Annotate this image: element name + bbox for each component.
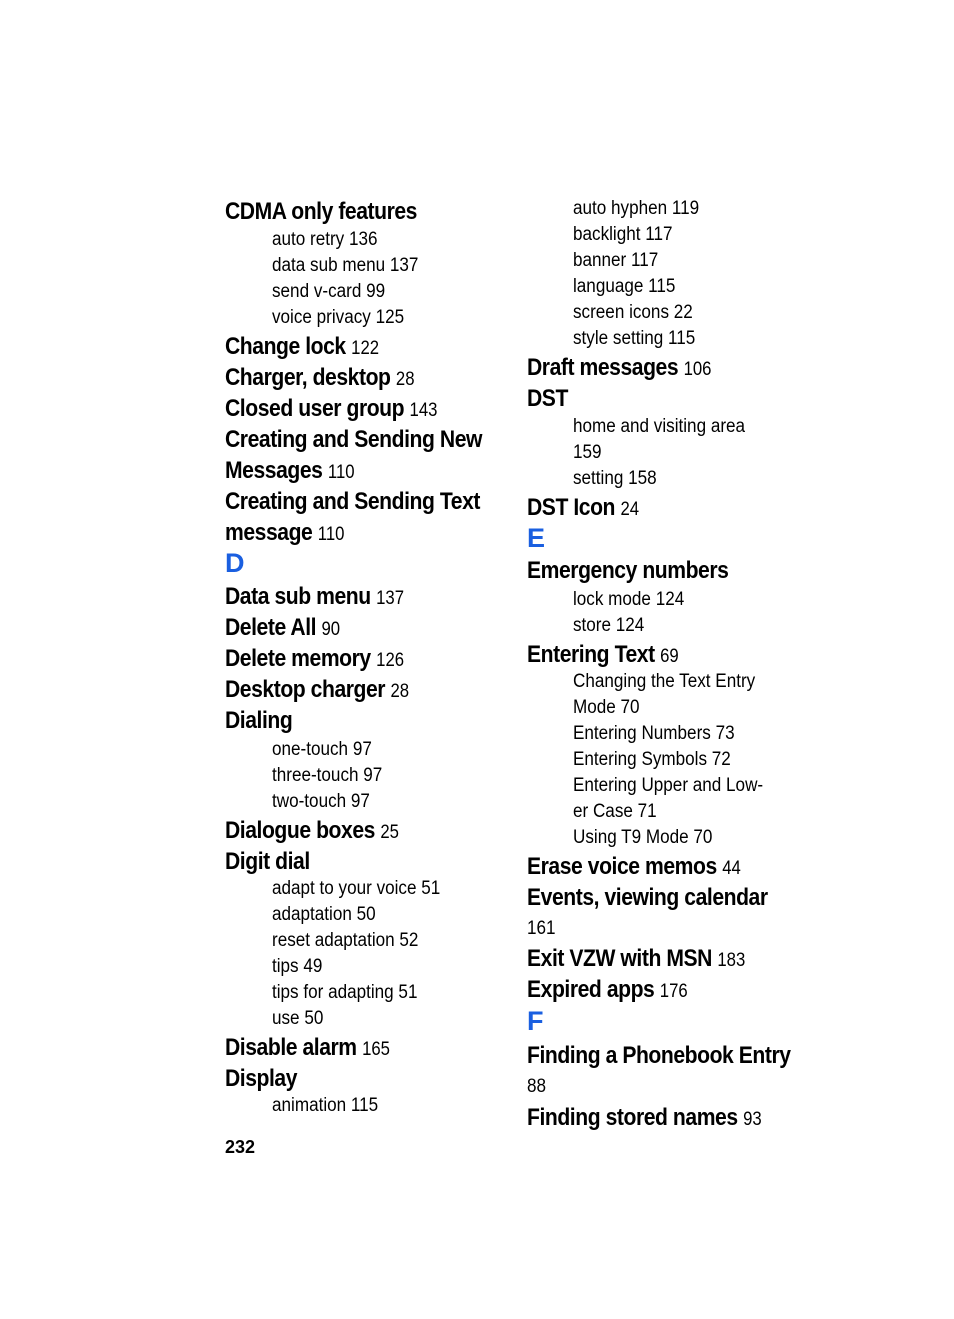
index-term: Data sub menu [225, 583, 371, 610]
index-page-ref: 110 [317, 524, 345, 545]
index-page-ref: 93 [743, 1109, 762, 1130]
index-subentry [573, 613, 644, 639]
index-subentry [573, 440, 602, 466]
index-term: data sub menu [272, 255, 386, 276]
index-term: one-touch [272, 739, 349, 760]
index-page-ref: 124 [655, 589, 685, 610]
index-term: lock mode [573, 589, 651, 610]
index-term: Draft messages [527, 354, 679, 381]
index-term: Creating and Sending New [225, 426, 482, 453]
index-term: auto hyphen [573, 198, 668, 219]
index-page-ref: 137 [389, 255, 419, 276]
index-subentry [573, 747, 731, 773]
index-page-ref: 117 [645, 224, 673, 245]
index-subentry [272, 1093, 378, 1119]
index-term: Finding a Phonebook Entry [527, 1042, 791, 1069]
index-page-ref: 110 [327, 462, 355, 483]
index-entry [225, 424, 482, 455]
index-subentry [272, 928, 418, 954]
index-term: two-touch [272, 791, 347, 812]
index-subentry [272, 763, 382, 789]
index-term: 161 [527, 918, 556, 939]
index-section-letter [225, 548, 245, 579]
index-entry [527, 352, 711, 385]
index-term: Messages [225, 457, 323, 484]
index-term: Changing the Text Entry [573, 671, 756, 692]
index-term: 88 [527, 1076, 547, 1097]
index-term: store [573, 615, 612, 636]
index-entry [225, 581, 404, 614]
index-page-ref: 24 [620, 499, 640, 520]
index-page-ref: 125 [375, 307, 405, 328]
index-page-ref: 183 [717, 950, 746, 971]
index-page-ref: 22 [673, 302, 693, 323]
index-page-ref: 117 [631, 250, 659, 271]
index-term: Expired apps [527, 976, 655, 1003]
index-page-ref: 126 [376, 650, 405, 671]
index-subentry [272, 980, 417, 1006]
index-page-ref: 165 [362, 1039, 390, 1060]
index-page-ref: 73 [715, 723, 735, 744]
index-subentry [272, 305, 404, 331]
index-subentry [527, 916, 556, 942]
index-term: Exit VZW with MSN [527, 945, 712, 972]
index-term: language [573, 276, 644, 297]
index-entry [225, 643, 404, 676]
index-term: adaptation [272, 904, 352, 925]
index-subentry [527, 1074, 546, 1100]
index-subentry [573, 695, 640, 721]
index-page-ref: 44 [722, 858, 741, 879]
index-subentry [272, 954, 322, 980]
index-term: Entering Symbols [573, 749, 708, 770]
index-subentry [272, 1006, 323, 1032]
index-subentry [573, 721, 735, 747]
index-term: Delete memory [225, 645, 371, 672]
index-term: Delete All [225, 614, 317, 641]
index-subentry [573, 587, 684, 613]
index-entry [527, 851, 741, 884]
index-subentry [573, 326, 695, 352]
index-subentry [272, 279, 385, 305]
index-page-ref: 51 [421, 878, 441, 899]
index-term: tips for adapting [272, 982, 394, 1003]
index-page-ref: 119 [671, 198, 700, 219]
index-subentry [573, 466, 657, 492]
index-term: animation [272, 1095, 347, 1116]
index-term: Finding stored names [527, 1104, 738, 1131]
index-page-ref: 70 [620, 697, 640, 718]
index-page-ref: 49 [303, 956, 323, 977]
index-term: Dialogue boxes [225, 817, 375, 844]
index-section-letter [527, 1006, 544, 1037]
index-term: F [527, 1006, 544, 1036]
index-term: DST [527, 385, 568, 412]
index-term: D [225, 548, 245, 578]
index-term: Entering Text [527, 641, 655, 668]
index-subentry [573, 196, 699, 222]
index-page-ref: 72 [711, 749, 731, 770]
index-subentry [573, 300, 693, 326]
index-entry [527, 555, 728, 586]
index-entry [225, 196, 417, 227]
index-term: Display [225, 1065, 298, 1092]
index-page-ref: 143 [409, 400, 438, 421]
index-term: home and visiting area [573, 416, 746, 437]
index-page-ref: 51 [398, 982, 418, 1003]
index-subentry [272, 227, 378, 253]
index-entry [225, 517, 344, 550]
index-subentry [573, 825, 712, 851]
index-term: Using T9 Mode [573, 827, 689, 848]
index-entry [225, 674, 409, 707]
index-term: auto retry [272, 229, 345, 250]
index-page-ref: 71 [637, 801, 657, 822]
index-page-ref: 97 [363, 765, 383, 786]
index-subentry [272, 737, 372, 763]
index-entry [527, 943, 745, 976]
index-page-ref: 90 [321, 619, 341, 640]
index-entry [527, 492, 639, 525]
index-term: er Case [573, 801, 633, 822]
index-term: banner [573, 250, 627, 271]
index-subentry [573, 248, 658, 274]
index-term: Mode [573, 697, 616, 718]
index-term: reset adaptation [272, 930, 395, 951]
index-term: style setting [573, 328, 664, 349]
index-entry [225, 486, 480, 517]
index-entry [225, 1032, 390, 1065]
index-term: CDMA only features [225, 198, 417, 225]
index-page-ref: 106 [683, 359, 712, 380]
index-term: Desktop charger [225, 676, 386, 703]
index-entry [225, 815, 399, 848]
index-page-ref: 28 [390, 681, 410, 702]
index-page-ref: 97 [350, 791, 370, 812]
index-term: Change lock [225, 333, 346, 360]
index-subentry [272, 253, 418, 279]
page-number: 232 [225, 1137, 256, 1157]
index-entry [225, 362, 415, 395]
index-subentry [573, 414, 745, 440]
index-term: DST Icon [527, 494, 616, 521]
index-page-ref: 115 [668, 328, 696, 349]
index-entry [527, 383, 568, 414]
index-entry [527, 1040, 791, 1071]
index-subentry [272, 902, 376, 928]
index-term: Disable alarm [225, 1034, 357, 1061]
index-term: backlight [573, 224, 641, 245]
index-page-ref: 70 [693, 827, 713, 848]
index-page-ref: 50 [304, 1008, 324, 1029]
index-entry [225, 1063, 297, 1094]
index-term: Closed user group [225, 395, 405, 422]
index-page-ref: 136 [348, 229, 378, 250]
index-page-ref: 176 [659, 981, 688, 1002]
index-section-letter [527, 523, 545, 554]
index-page-ref: 50 [356, 904, 376, 925]
index-term: screen icons [573, 302, 670, 323]
index-entry [527, 882, 768, 913]
index-page-ref: 115 [350, 1095, 379, 1116]
index-entry [225, 612, 340, 645]
index-term: E [527, 523, 546, 553]
index-page-ref: 99 [366, 281, 386, 302]
index-entry [225, 705, 292, 736]
index-term: Emergency numbers [527, 557, 729, 584]
index-subentry [272, 876, 440, 902]
index-term: Charger, desktop [225, 364, 391, 391]
index-page-ref: 28 [395, 369, 415, 390]
index-page-ref: 122 [351, 338, 380, 359]
index-page-ref: 158 [628, 468, 657, 489]
index-subentry [573, 274, 675, 300]
index-term: send v-card [272, 281, 362, 302]
index-term: voice privacy [272, 307, 371, 328]
index-term: 159 [573, 442, 602, 463]
index-term: setting [573, 468, 624, 489]
index-term: adapt to your voice [272, 878, 417, 899]
index-subentry [573, 669, 755, 695]
index-page-ref: 69 [660, 646, 679, 667]
index-term: Dialing [225, 707, 293, 734]
index-entry [225, 846, 310, 877]
index-entry [527, 974, 688, 1007]
index-term: tips [272, 956, 299, 977]
index-term: Entering Numbers [573, 723, 711, 744]
index-term: Creating and Sending Text [225, 488, 480, 515]
index-subentry [573, 799, 657, 825]
index-entry [225, 393, 437, 426]
index-term: Entering Upper and Low- [573, 775, 764, 796]
index-term: Erase voice memos [527, 853, 717, 880]
index-page-ref: 52 [399, 930, 419, 951]
index-page-ref: 137 [376, 588, 404, 609]
index-subentry [272, 789, 370, 815]
index-page-ref: 124 [615, 615, 645, 636]
index-page-ref: 97 [352, 739, 372, 760]
index-page-ref: 115 [648, 276, 676, 297]
index-entry [527, 1102, 762, 1135]
index-term: three-touch [272, 765, 359, 786]
index-page-ref: 25 [380, 822, 399, 843]
index-entry [527, 639, 679, 672]
index-term: Events, viewing calendar [527, 884, 768, 911]
index-subentry [573, 773, 763, 799]
index-entry [225, 331, 379, 364]
index-term: message [225, 519, 313, 546]
index-entry [225, 455, 355, 488]
index-subentry [573, 222, 673, 248]
index-term: use [272, 1008, 300, 1029]
index-term: Digit dial [225, 848, 310, 875]
